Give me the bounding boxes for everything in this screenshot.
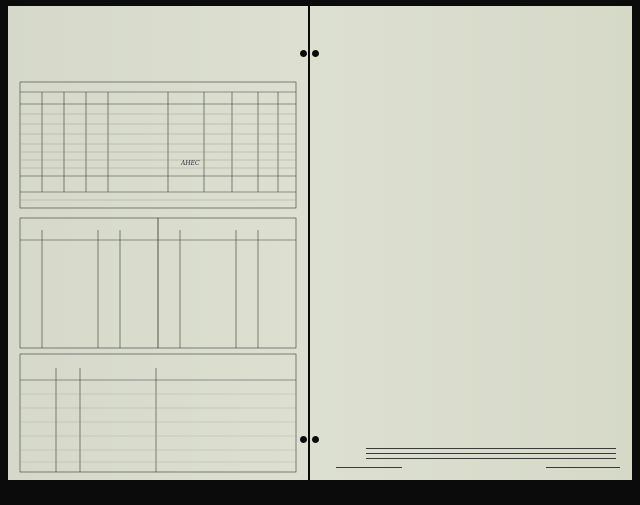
date-line: [336, 467, 402, 468]
punch-hole: [312, 436, 319, 443]
part-e-grid: [310, 6, 632, 480]
part-a-hw-annotation: AHEC: [181, 160, 200, 167]
punch-hole: [312, 50, 319, 57]
page-left: [8, 6, 308, 480]
punch-hole: [300, 436, 307, 443]
signature-line: [546, 467, 620, 468]
part-a-grid: [8, 6, 308, 480]
page-right: [310, 6, 632, 480]
punch-hole: [300, 50, 307, 57]
caption-bar: [0, 486, 640, 505]
